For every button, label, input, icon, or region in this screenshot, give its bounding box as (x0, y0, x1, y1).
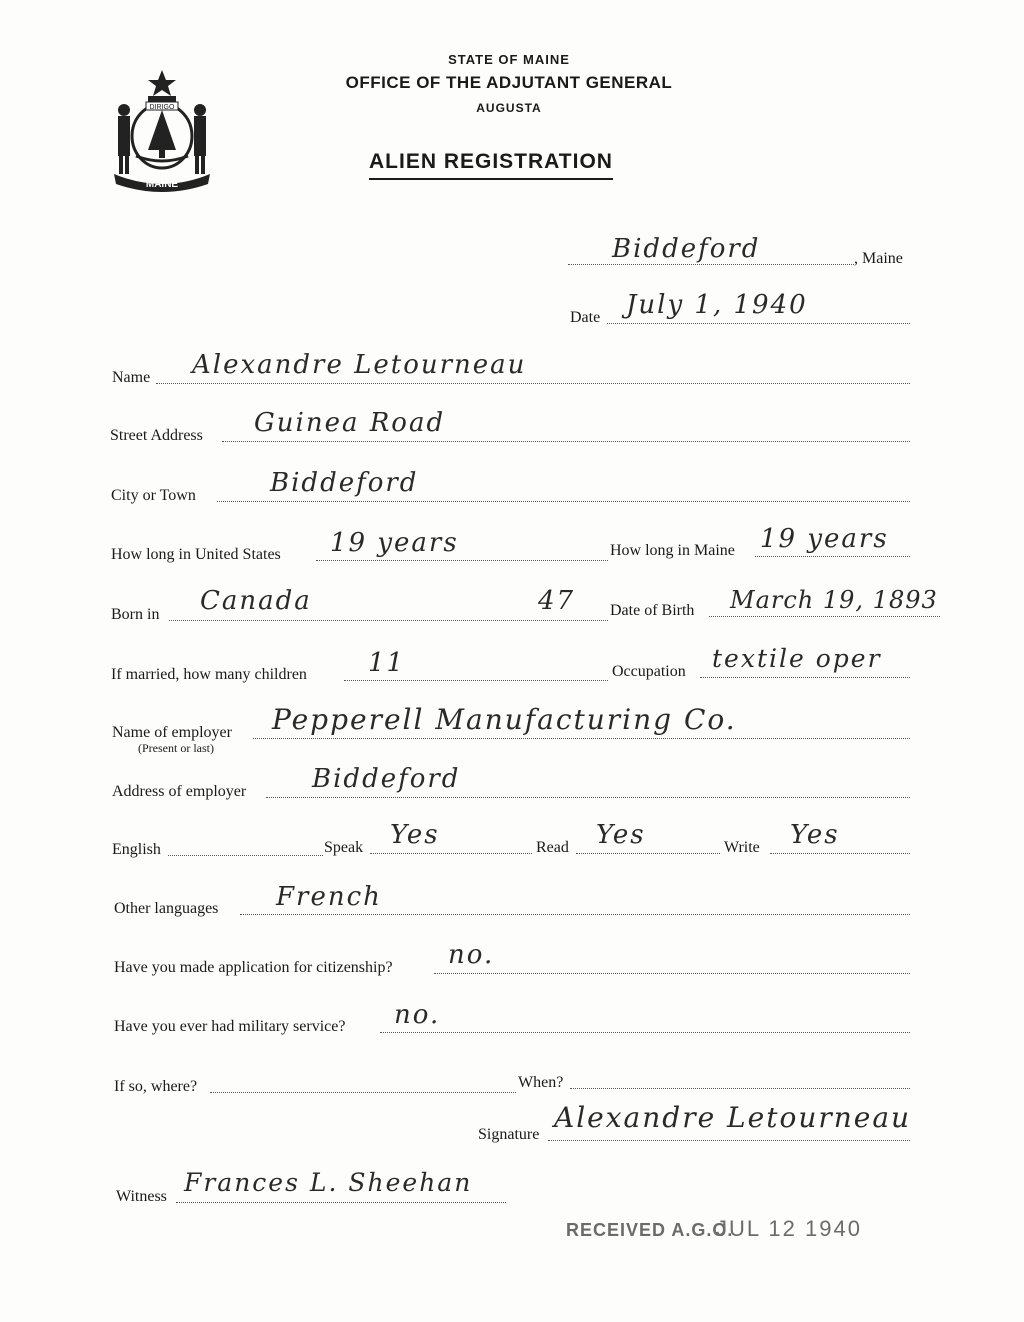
form-title: ALIEN REGISTRATION (369, 150, 613, 180)
children-label: If married, how many children (111, 666, 307, 683)
seal-text: MAINE (145, 179, 179, 190)
employer-address-value: Biddeford (312, 764, 461, 794)
read-value: Yes (596, 820, 646, 850)
employer-line (253, 738, 910, 739)
dob-line (709, 616, 940, 617)
speak-value: Yes (390, 820, 440, 850)
city-label: City or Town (111, 487, 196, 504)
military-label: Have you ever had military service? (114, 1018, 346, 1035)
occupation-line (700, 677, 910, 678)
military-line (380, 1032, 910, 1033)
how-long-maine-line (755, 556, 910, 557)
born-in-line (169, 620, 608, 621)
english-line (168, 855, 323, 856)
english-label: English (112, 841, 161, 858)
street-value: Guinea Road (254, 408, 446, 438)
where-line (210, 1092, 516, 1093)
signature-line (548, 1140, 910, 1141)
maine-label: , Maine (854, 250, 903, 267)
employer-address-label: Address of employer (112, 783, 247, 800)
born-in-value: Canada (200, 586, 312, 616)
when-line (570, 1088, 910, 1089)
witness-line (176, 1202, 506, 1203)
how-long-us-line (316, 560, 608, 561)
when-label: When? (518, 1074, 564, 1091)
dob-value: March 19, 1893 (730, 586, 938, 614)
town-value: Biddeford (612, 234, 761, 264)
city-line (217, 501, 910, 502)
city-value: Biddeford (270, 468, 419, 498)
header-city: AUGUSTA (476, 101, 542, 115)
dob-label: Date of Birth (610, 602, 695, 619)
town-line (568, 264, 854, 265)
header-state: STATE OF MAINE (448, 52, 570, 67)
received-stamp-date: JUL 12 1940 (716, 1216, 862, 1241)
date-value: July 1, 1940 (626, 290, 808, 320)
other-languages-line (240, 914, 910, 915)
employer-address-line (266, 797, 910, 798)
occupation-label: Occupation (612, 663, 686, 680)
name-label: Name (112, 369, 151, 386)
employer-label: Name of employer (112, 724, 232, 741)
signature-value: Alexandre Letourneau (554, 1101, 912, 1134)
how-long-us-label: How long in United States (111, 546, 281, 563)
age-value: 47 (538, 586, 576, 616)
read-label: Read (536, 839, 569, 856)
employer-sublabel: (Present or last) (138, 741, 214, 755)
speak-line (370, 853, 532, 854)
name-line (156, 383, 910, 384)
date-label: Date (570, 309, 601, 326)
write-value: Yes (790, 820, 840, 850)
witness-label: Witness (116, 1188, 167, 1205)
header-office: OFFICE OF THE ADJUTANT GENERAL (345, 73, 673, 92)
citizenship-label: Have you made application for citizenship? (114, 959, 393, 976)
speak-label: Speak (324, 839, 364, 856)
signature-label: Signature (478, 1126, 540, 1143)
other-languages-label: Other languages (114, 900, 219, 917)
how-long-maine-label: How long in Maine (610, 542, 735, 559)
other-languages-value: French (276, 882, 382, 912)
citizenship-value: no. (448, 940, 495, 970)
name-value: Alexandre Letourneau (192, 350, 527, 380)
date-line (607, 323, 910, 324)
witness-value: Frances L. Sheehan (184, 1168, 473, 1197)
write-line (770, 853, 910, 854)
write-label: Write (724, 839, 760, 856)
born-in-label: Born in (111, 606, 160, 623)
how-long-us-value: 19 years (330, 528, 459, 558)
street-label: Street Address (110, 427, 203, 444)
occupation-value: textile oper (712, 644, 882, 673)
children-line (344, 680, 608, 681)
street-line (222, 441, 910, 442)
children-value: 11 (368, 648, 406, 678)
where-label: If so, where? (114, 1078, 198, 1095)
employer-value: Pepperell Manufacturing Co. (272, 703, 737, 736)
seal-motto: DIRIGO (149, 104, 175, 111)
read-line (576, 853, 720, 854)
citizenship-line (434, 973, 910, 974)
how-long-maine-value: 19 years (760, 524, 889, 554)
received-stamp: RECEIVED A.G.O. (566, 1220, 734, 1240)
military-value: no. (394, 1000, 441, 1030)
